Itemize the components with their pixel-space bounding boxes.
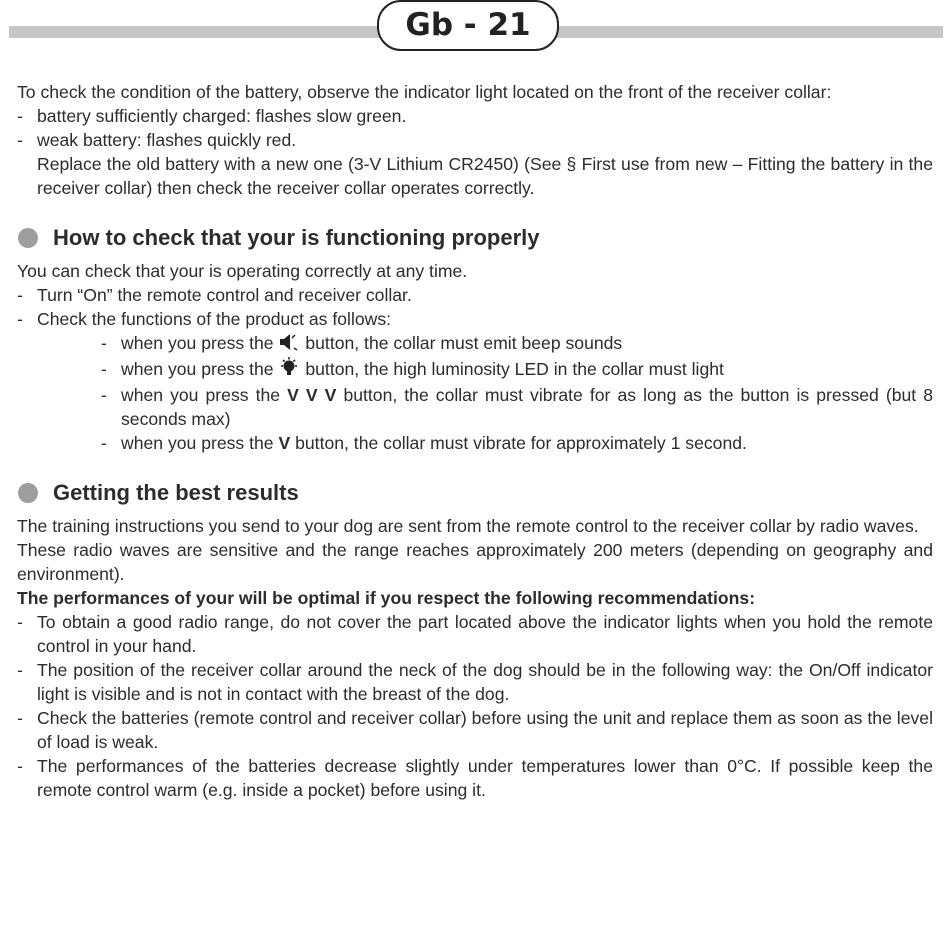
recommendation-collar-position: The position of the receiver collar around the neck of the dog should be in the following way: the On/Off indicator light is visible and is not in contact with the breast of the dog. [37,660,933,704]
section-bullet-icon [18,483,38,503]
sub-list-item [17,357,933,383]
sub-list-item [17,331,933,357]
dash: - [17,106,23,126]
list-item [17,706,933,754]
list-item [17,658,933,706]
section-title-check: How to check that your is functioning properly [53,225,540,250]
sub-item-text: button, the collar must vibrate for as long as the button is pressed (but 8 seconds max) [121,385,934,429]
dash: - [17,130,23,150]
results-recommendations-heading: The performances of your will be optimal if you respect the following recommendations: [17,588,756,608]
sub-item-text: when you press the [121,433,274,453]
sub-item-text: when you press the [121,333,274,353]
list-item [17,610,933,658]
sub-item-text: when you press the [121,385,281,405]
check-intro: You can check that your is operating correctly at any time. [17,261,468,281]
recommendation-temperature: The performances of the batteries decrease slightly under temperatures lower than 0°C. If possible keep the remote control warm (e.g. inside a pocket) before using it. [37,756,933,800]
dash: - [17,612,23,632]
list-item [17,128,933,152]
recommendation-check-batteries: Check the batteries (remote control and receiver collar) before using the unit and replace them as soon as the level of load is weak. [37,708,933,752]
sub-item-text: button, the high luminosity LED in the collar must light [305,359,724,379]
check-item-functions: Check the functions of the product as follows: [37,309,392,329]
page-content [17,80,933,802]
sub-item-light [121,357,933,383]
dash: - [101,359,107,379]
results-para-2: These radio waves are sensitive and the range reaches approximately 200 meters (depending on geography and environment). [17,540,933,584]
section-heading-results [17,481,933,505]
list-item [17,283,933,307]
sub-item-vibrate-short [121,431,933,455]
sub-item-text: when you press the [121,359,274,379]
dash: - [17,708,23,728]
check-item-turn-on: Turn “On” the remote control and receiver collar. [37,285,412,305]
results-para-1: The training instructions you send to your dog are sent from the remote control to the receiver collar by radio waves. [17,516,919,536]
battery-item-charged: battery sufficiently charged: flashes slow green. [37,106,407,126]
dash: - [17,660,23,680]
sub-item-text: button, the collar must vibrate for approximately 1 second. [295,433,747,453]
sub-item-text: button, the collar must emit beep sounds [305,333,623,353]
dash: - [17,285,23,305]
dash: - [101,433,107,453]
sub-item-beep [121,331,933,357]
recommendation-radio-range: To obtain a good radio range, do not cover the part located above the indicator lights when you hold the remote control in your hand. [37,612,933,656]
dash: - [17,756,23,776]
battery-item-weak: weak battery: flashes quickly red. [37,130,297,150]
sub-item-vibrate-long [121,383,933,431]
button-label-v: V [278,433,291,453]
list-item [17,754,933,802]
list-item [17,307,933,331]
section-heading-check [17,226,933,250]
light-icon [279,357,299,383]
section-title-results: Getting the best results [53,480,299,505]
page-number-badge: Gb - 21 [377,0,559,51]
battery-intro: To check the condition of the battery, observe the indicator light located on the front of the receiver collar: [17,82,832,102]
button-label-vvv: V V V [287,385,337,405]
list-item [17,104,933,128]
dash: - [101,333,107,353]
dash: - [17,309,23,329]
section-bullet-icon [18,228,38,248]
sub-list-item [17,431,933,455]
battery-replace-note: Replace the old battery with a new one (3-V Lithium CR2450) (See § First use from new – Fitting the battery in the receiver collar) then check the receiver collar operates correctly. [37,154,933,198]
sub-list-item [17,383,933,431]
dash: - [101,385,107,405]
speaker-icon [279,333,299,357]
